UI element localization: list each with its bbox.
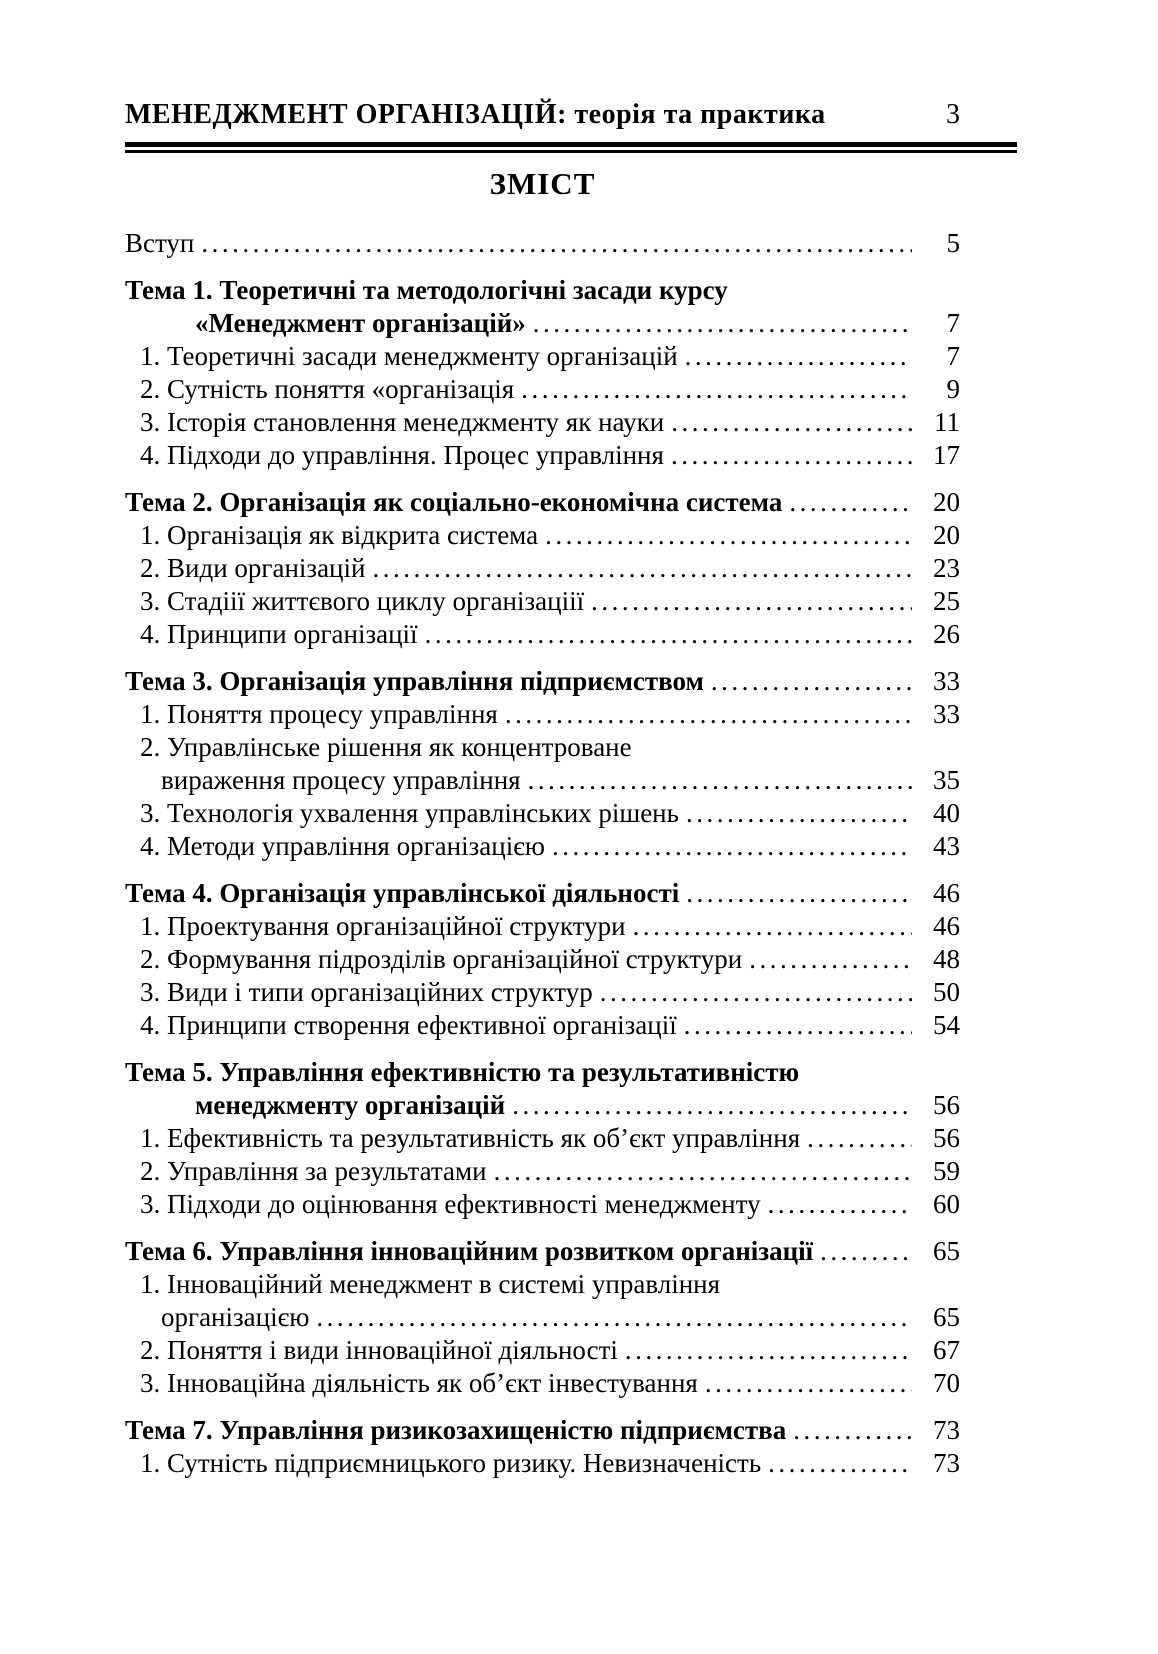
toc-entry-text: 2. Види організацій xyxy=(140,553,366,583)
toc-page-number: 26 xyxy=(933,619,960,649)
toc-entry-text: 1. Сутність підприємницького ризику. Невизначеність xyxy=(140,1448,762,1478)
toc-dot-leader xyxy=(807,1122,912,1155)
toc-dot-leader xyxy=(316,1301,912,1334)
toc-page-number: 17 xyxy=(933,440,960,470)
toc-entry-text: 4. Принципи створення ефективної організації xyxy=(140,1010,677,1040)
toc-page-number: 11 xyxy=(934,407,960,437)
toc-entry-text: 3. Інноваційна діяльність як об’єкт інвестування xyxy=(140,1368,698,1398)
toc-entry xyxy=(125,764,960,797)
toc-page-number: 73 xyxy=(933,1448,960,1478)
toc-entry-text: Тема 2. Організація як соціально-економічна система xyxy=(125,487,783,517)
toc-entry-text: 3. Види і типи організаційних структур xyxy=(140,977,593,1007)
toc-entry xyxy=(125,877,960,910)
toc-entry xyxy=(125,406,960,439)
toc-entry xyxy=(125,552,960,585)
toc-dot-leader xyxy=(686,797,912,830)
toc-page-number: 48 xyxy=(933,944,960,974)
toc-entry-text: Вступ xyxy=(125,228,195,258)
toc-dot-leader xyxy=(705,1367,912,1400)
toc-dot-leader xyxy=(201,227,912,260)
toc-page-number: 46 xyxy=(933,878,960,908)
toc-page-number: 46 xyxy=(933,911,960,941)
toc-dot-leader xyxy=(512,1089,912,1122)
toc-entry xyxy=(125,698,960,731)
toc-entry-text: Тема 6. Управління інноваційним розвитком організації xyxy=(125,1236,814,1266)
toc-entry xyxy=(125,1188,960,1221)
toc-dot-leader xyxy=(528,764,912,797)
toc-page-number: 54 xyxy=(933,1010,960,1040)
running-header-title: МЕНЕДЖМЕНТ ОРГАНІЗАЦІЙ: теорія та практика xyxy=(125,99,826,130)
toc-page-number: 33 xyxy=(933,699,960,729)
toc-page-number: 56 xyxy=(933,1090,960,1120)
toc-entry-text: 1. Теоретичні засади менеджменту організацій xyxy=(140,341,678,371)
toc-page-number: 5 xyxy=(946,228,960,258)
toc-dot-leader xyxy=(494,1155,912,1188)
toc-entry xyxy=(125,373,960,406)
toc-entry xyxy=(125,976,960,1009)
toc-entry-text: 1. Поняття процесу управління xyxy=(140,699,498,729)
toc-entry-text: 3. Стадіії життєвого циклу організаціії xyxy=(140,586,585,616)
toc-entry-text: 2. Управління за результатами xyxy=(140,1156,487,1186)
toc-entry-text: менеджменту організацій xyxy=(195,1090,506,1120)
toc-page-number: 20 xyxy=(933,520,960,550)
toc-entry-text: 3. Підходи до оцінювання ефективності менеджменту xyxy=(140,1189,761,1219)
toc-entry xyxy=(125,227,960,260)
toc-entry-text: 1. Інноваційний менеджмент в системі управління xyxy=(140,1269,721,1299)
toc-dot-leader xyxy=(671,439,912,472)
toc-entry xyxy=(125,340,960,373)
toc-entry xyxy=(125,519,960,552)
toc-dot-leader xyxy=(533,307,912,340)
toc-entry-text: 2. Управлінське рішення як концентроване xyxy=(140,732,632,762)
toc-dot-leader xyxy=(749,943,912,976)
toc-entry xyxy=(125,486,960,519)
toc-entry xyxy=(125,1447,960,1480)
toc-entry-text: Тема 3. Організація управління підприємством xyxy=(125,666,704,696)
toc-dot-leader xyxy=(711,665,912,698)
running-header xyxy=(125,98,960,132)
toc-dot-leader xyxy=(425,618,912,651)
toc-entry-text: 1. Організація як відкрита система xyxy=(140,520,539,550)
toc-entry-text: 4. Принципи організації xyxy=(140,619,418,649)
toc-entry-text: Тема 7. Управління ризикозахищеністю підприємства xyxy=(125,1415,787,1445)
toc-page-number: 73 xyxy=(933,1415,960,1445)
toc-entry xyxy=(125,830,960,863)
toc-entry-text: організацією xyxy=(161,1302,310,1332)
toc-page-number: 7 xyxy=(946,308,960,338)
toc-dot-leader xyxy=(625,1334,912,1367)
toc-entry xyxy=(125,307,960,340)
toc-page-number: 35 xyxy=(933,765,960,795)
toc-entry xyxy=(125,1009,960,1042)
toc-dot-leader xyxy=(372,552,912,585)
toc-dot-leader xyxy=(686,877,912,910)
toc-entry xyxy=(125,1301,960,1334)
toc-dot-leader xyxy=(789,486,912,519)
toc-dot-leader xyxy=(671,406,912,439)
toc-list xyxy=(125,227,960,1480)
toc-page-number: 23 xyxy=(933,553,960,583)
toc-dot-leader xyxy=(684,1009,912,1042)
toc-entry xyxy=(125,910,960,943)
toc-page-number: 40 xyxy=(933,798,960,828)
toc-entry-text: 2. Формування підрозділів організаційної структури xyxy=(140,944,743,974)
toc-entry xyxy=(125,1155,960,1188)
toc-entry-text: 2. Поняття і види інноваційної діяльності xyxy=(140,1335,618,1365)
toc-entry xyxy=(125,585,960,618)
toc-page-number: 70 xyxy=(933,1368,960,1398)
toc-dot-leader xyxy=(552,830,912,863)
toc-page-number: 59 xyxy=(933,1156,960,1186)
toc-entry-text: 1. Проектування організаційної структури xyxy=(140,911,626,941)
toc-entry-text: Тема 1. Теоретичні та методологічні засади курсу xyxy=(125,275,728,305)
toc-entry-text: «Менеджмент організацій» xyxy=(195,308,526,338)
toc-page-number: 65 xyxy=(933,1236,960,1266)
toc-page-number: 9 xyxy=(946,374,960,404)
toc-entry xyxy=(125,943,960,976)
toc-entry xyxy=(125,665,960,698)
toc-page-number: 65 xyxy=(933,1302,960,1332)
toc-dot-leader xyxy=(768,1188,912,1221)
header-double-rule xyxy=(125,142,1017,153)
toc-dot-leader xyxy=(505,698,912,731)
toc-entry xyxy=(125,797,960,830)
toc-entry-text: 3. Історія становлення менеджменту як науки xyxy=(140,407,665,437)
running-header-page-number: 3 xyxy=(946,99,960,130)
toc-entry-text: 4. Методи управління організацією xyxy=(140,831,545,861)
toc-entry-text: 4. Підходи до управління. Процес управління xyxy=(140,440,664,470)
toc-page-number: 67 xyxy=(933,1335,960,1365)
toc-page-number: 56 xyxy=(933,1123,960,1153)
toc-page-number: 20 xyxy=(933,487,960,517)
toc-entry-text: 1. Ефективність та результативність як об’єкт управління xyxy=(140,1123,801,1153)
toc-page-number: 60 xyxy=(933,1189,960,1219)
toc-dot-leader xyxy=(600,976,912,1009)
toc-entry xyxy=(125,618,960,651)
toc-entry xyxy=(125,731,960,764)
toc-entry-text: вираження процесу управління xyxy=(161,765,521,795)
toc-entry xyxy=(125,1089,960,1122)
toc-dot-leader xyxy=(820,1235,912,1268)
toc-entry xyxy=(125,439,960,472)
toc-page-number: 33 xyxy=(933,666,960,696)
toc-page-number: 43 xyxy=(933,831,960,861)
toc-dot-leader xyxy=(633,910,912,943)
toc-entry-text: 2. Сутність поняття «організація xyxy=(140,374,515,404)
toc-entry xyxy=(125,1235,960,1268)
toc-page-number: 50 xyxy=(933,977,960,1007)
toc-entry xyxy=(125,1414,960,1447)
toc-title: ЗМІСТ xyxy=(489,166,596,201)
toc-page-number: 25 xyxy=(933,586,960,616)
toc-entry xyxy=(125,1122,960,1155)
toc-entry xyxy=(125,1056,960,1089)
toc-entry xyxy=(125,274,960,307)
toc-entry-text: Тема 5. Управління ефективністю та результативністю xyxy=(125,1057,800,1087)
toc-entry xyxy=(125,1268,960,1301)
toc-dot-leader xyxy=(793,1414,912,1447)
toc-entry-text: Тема 4. Організація управлінської діяльності xyxy=(125,878,680,908)
toc-entry xyxy=(125,1367,960,1400)
toc-entry-text: 3. Технологія ухвалення управлінських рішень xyxy=(140,798,679,828)
toc-dot-leader xyxy=(591,585,912,618)
toc-dot-leader xyxy=(768,1447,912,1480)
toc-dot-leader xyxy=(685,340,912,373)
toc-page-number: 7 xyxy=(946,341,960,371)
toc-dot-leader xyxy=(521,373,912,406)
toc-dot-leader xyxy=(545,519,912,552)
toc-entry xyxy=(125,1334,960,1367)
